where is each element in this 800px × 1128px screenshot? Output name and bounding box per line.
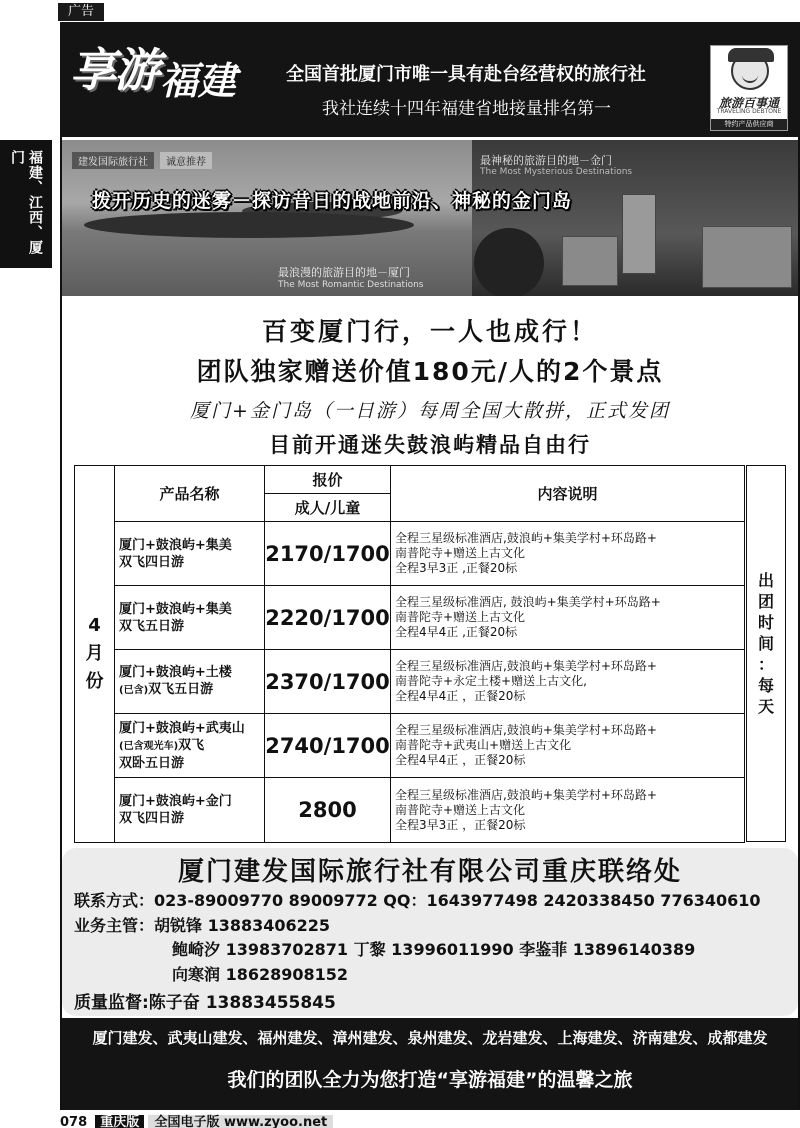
month-char: 月 [85,643,104,664]
destination-photo [62,140,798,296]
slogan-headline: 百变厦门行，一人也成行！ [261,317,598,346]
contact-manager: 业务主管：胡锐锋 13883406225 [74,916,331,935]
month-char: 4 [88,615,101,636]
depart-char: ： [757,655,774,674]
xiamen-caption: 最浪漫的旅游目的地－厦门 [278,266,410,279]
product-price: 2370/1700 [265,650,391,714]
closing-slogan: 我们的团队全力为您打造“享游福建”的温馨之旅 [227,1069,633,1091]
depart-char: 时 [757,613,774,632]
product-name: 厦门+鼓浪屿+集美 双飞四日游 [115,522,265,586]
site-label: 全国电子版 www.zyoo.net [148,1115,333,1128]
brand-logo: 享游福建 [70,43,237,103]
product-desc: 全程三星级标准酒店,鼓浪屿+集美学村+环岛路+ 南普陀寺+赠送上古文化 全程3早3正 ，正餐20标 [391,778,745,843]
month-char: 份 [85,671,104,692]
island-shape [84,212,414,238]
depart-char: 天 [757,697,774,716]
col-header-price-sub: 成人/儿童 [265,494,391,522]
building-shape [562,236,618,286]
edition-label: 重庆版 [95,1115,144,1128]
kinmen-caption: 最神秘的旅游目的地－金门 [480,154,612,167]
product-price: 2170/1700 [265,522,391,586]
col-header-price: 报价 [265,466,391,494]
product-desc: 全程三星级标准酒店, 鼓浪屿+集美学村+环岛路+ 南普陀寺+赠送上古文化 全程4早4正 ,正餐20标 [391,586,745,650]
table-row [75,778,759,843]
badge-english: TRAVELING DEBTONE [716,108,782,115]
contact-staff-2: 向寒润 18628908152 [172,965,349,984]
col-header-name: 产品名称 [115,466,265,522]
region-label: 福建、江西、厦门 [9,150,43,255]
header-claim: 全国首批厦门市唯一具有赴台经营权的旅行社 [286,64,646,85]
region-side-tab [0,140,52,268]
product-name: 厦门+鼓浪屿+集美 双飞五日游 [115,586,265,650]
tower-shape [622,194,656,274]
partner-badge [710,45,788,131]
contact-staff: 鲍崎汐 13983702871 丁黎 13996011990 李鉴菲 13896140389 [172,940,696,959]
product-price: 2220/1700 [265,586,391,650]
header-banner [60,22,800,137]
product-desc: 全程三星级标准酒店,鼓浪屿+集美学村+环岛路+ 南普陀寺+永定土楼+赠送上古文化, 全程4早4正 ，正餐20标 [391,650,745,714]
product-desc: 全程三星级标准酒店,鼓浪屿+集美学村+环岛路+ 南普陀寺+武夷山+赠送上古文化 全程4早4正 ，正餐20标 [391,714,745,778]
contact-supervisor: 质量监督:陈子奋 13883455845 [74,993,336,1013]
table-row [75,714,759,778]
product-price: 2800 [265,778,391,843]
badge-title: 旅游百事通 [718,96,779,110]
recommend-tag: 诚意推荐 [160,152,212,169]
month-cell [75,466,115,843]
ad-label: 广告 [58,3,104,21]
product-desc: 全程三星级标准酒店,鼓浪屿+集美学村+环岛路+ 南普陀寺+赠送上古文化 全程3早3正 ,正餐20标 [391,522,745,586]
contact-title: 厦门建发国际旅行社有限公司重庆联络处 [177,857,682,887]
depart-char: 每 [757,676,774,695]
depart-char: 团 [757,592,774,611]
table-row [75,522,759,586]
product-name: 厦门+鼓浪屿+武夷山 (已含观光车)双飞 双卧五日游 [115,714,265,778]
depart-char: 间 [757,634,774,653]
banner-title: 拨开历史的迷雾－探访昔日的战地前沿、神秘的金门岛 [92,190,573,212]
slogan-kinmen-tour: 厦门+金门岛（一日游）每周全国大散拼，正式发团 [190,400,670,422]
departure-cell [746,465,786,842]
header-ranking: 我社连续十四年福建省地接量排名第一 [322,99,611,119]
product-price: 2740/1700 [265,714,391,778]
table-row [75,586,759,650]
product-name: 厦门+鼓浪屿+金门 双飞四日游 [115,778,265,843]
col-header-desc: 内容说明 [391,466,745,522]
page-number: 078 [60,1115,88,1128]
tour-price-table [74,465,759,843]
mascot-icon [731,52,769,90]
agency-tag: 建发国际旅行社 [72,152,154,169]
tree-shape [474,228,544,296]
slogan-free-travel: 目前开通迷失鼓浪屿精品自由行 [269,433,591,457]
xiamen-caption-en: The Most Romantic Destinations [278,280,424,290]
slogan-gift: 团队独家赠送价值180元/人的2个景点 [196,357,664,386]
contact-phones: 联系方式：023-89009770 89009772 QQ：1643977498 2420338450 776340610 [74,891,761,910]
page-footer [60,1111,333,1128]
kinmen-caption-en: The Most Mysterious Destinations [480,167,633,177]
table-row [75,650,759,714]
building-shape [702,226,792,288]
badge-subtitle: 特约产品供应商 [711,119,787,130]
product-name: 厦门+鼓浪屿+土楼 (已含)双飞五日游 [115,650,265,714]
branch-list: 厦门建发、武夷山建发、福州建发、漳州建发、泉州建发、龙岩建发、上海建发、济南建发、成都建发 [92,1029,768,1047]
depart-char: 出 [757,571,774,590]
